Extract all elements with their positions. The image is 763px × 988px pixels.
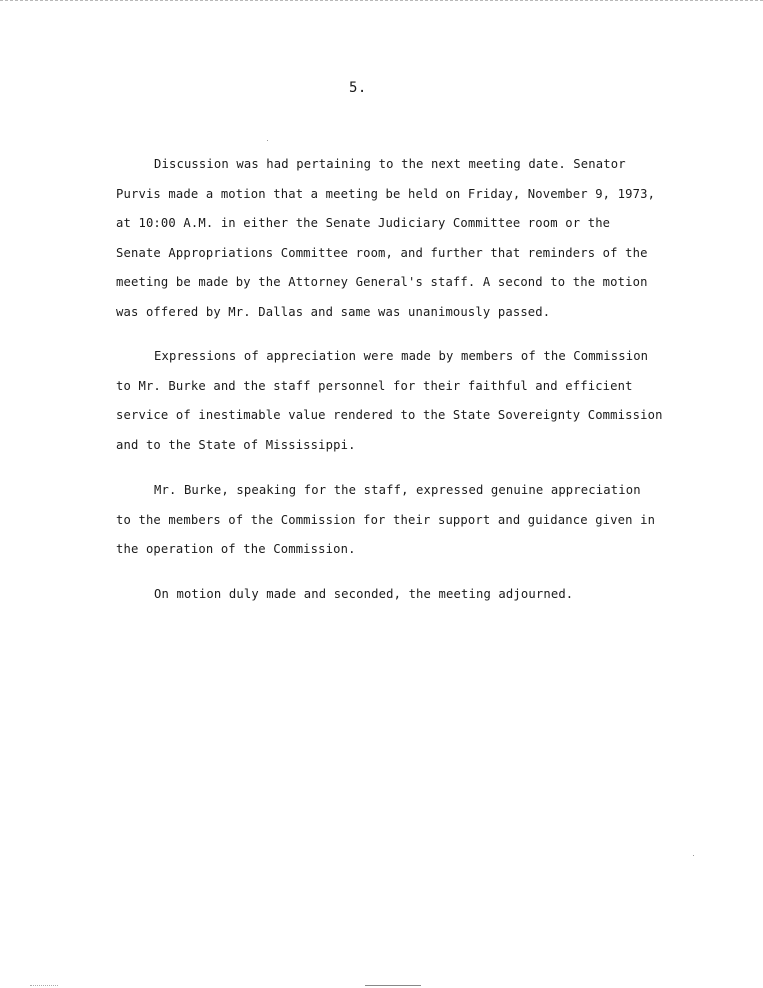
paragraph-appreciation	[116, 342, 676, 460]
paragraph-line: was offered by Mr. Dallas and same was unanimously passed.	[116, 304, 551, 319]
page-number: 5.	[349, 80, 367, 96]
paragraph-line: to the members of the Commission for their support and guidance given in	[116, 512, 656, 527]
scan-artifact	[365, 985, 421, 986]
paragraph-line: Purvis made a motion that a meeting be held on Friday, November 9, 1973,	[116, 186, 656, 201]
scan-speck	[693, 855, 694, 856]
paragraph-line: to Mr. Burke and the staff personnel for their faithful and efficient	[116, 378, 633, 393]
page-top-edge	[0, 0, 763, 1]
paragraph-next-meeting	[116, 150, 676, 328]
scan-artifact	[30, 985, 58, 986]
paragraph-line: Discussion was had pertaining to the next meeting date. Senator	[154, 157, 626, 171]
paragraph-line: and to the State of Mississippi.	[116, 437, 356, 452]
paragraph-adjournment	[116, 580, 676, 610]
paragraph-line: Mr. Burke, speaking for the staff, expressed genuine appreciation	[154, 483, 641, 497]
paragraph-burke-response	[116, 476, 676, 565]
paragraph-line: service of inestimable value rendered to the State Sovereignty Commission	[116, 408, 663, 423]
paragraph-line: the operation of the Commission.	[116, 542, 356, 557]
paragraph-line: Expressions of appreciation were made by members of the Commission	[154, 349, 649, 363]
paragraph-line: meeting be made by the Attorney General's staff. A second to the motion	[116, 275, 648, 290]
scan-speck	[267, 140, 268, 141]
paragraph-line: at 10:00 A.M. in either the Senate Judiciary Committee room or the	[116, 216, 611, 231]
paragraph-line: On motion duly made and seconded, the meeting adjourned.	[154, 587, 574, 601]
paragraph-line: Senate Appropriations Committee room, and further that reminders of the	[116, 245, 648, 260]
